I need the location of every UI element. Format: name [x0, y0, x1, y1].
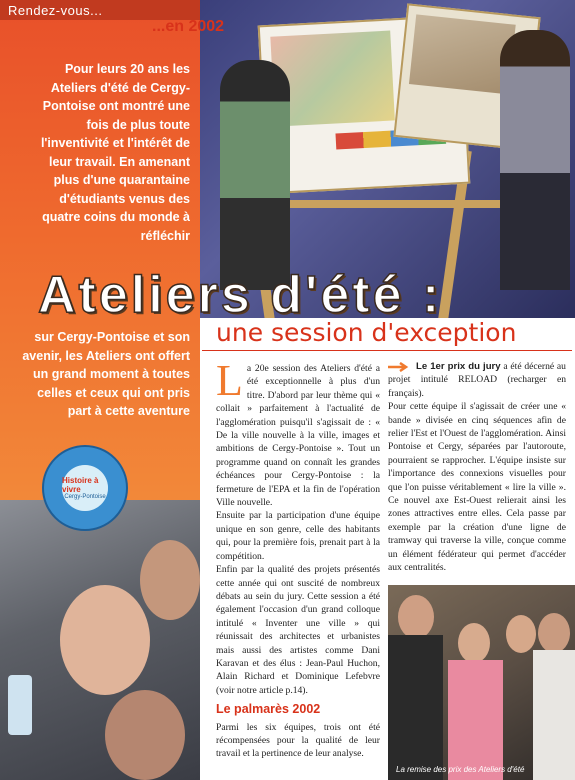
- year-tag: ...en 2002: [152, 18, 225, 35]
- page-subtitle: une session d'exception: [216, 318, 517, 347]
- arrow-icon: [388, 362, 410, 372]
- water-bottle: [8, 675, 32, 735]
- paragraph: Parmi les six équipes, trois ont été récompensées pour la qualité de leur travail et la pertinence de leur analyse.: [216, 721, 380, 760]
- person-face: [538, 613, 570, 653]
- person-body: [448, 660, 503, 780]
- history-badge: [42, 445, 128, 531]
- person-body: [533, 650, 575, 780]
- photo-caption: La remise des prix des Ateliers d'été: [396, 765, 525, 774]
- paragraph: Pour cette équipe il s'agissait de créer une « bande » divisée en cinq séquences afin de relier l'Est et l'Ouest de l'agglomération. Ainsi Pontoise et Cergy, séparées par l'autoroute, pourraient se rapprocher. L'équipe insiste sur l'importance des connexions visuelles pour que l'on puisse véritablement « lire la ville ». Ce nouvel axe Est-Ouest relierait ainsi les zones attractives entre elles. Cela passe par exemple par la création d'une ligne de tramway qui traverse la ville, conçue comme un élément fédérateur qui permet d'accéder aux centralités.: [388, 401, 566, 574]
- badge-line1: Histoire à vivre: [62, 476, 99, 494]
- paragraph: Enfin par la qualité des projets présentés cette année qui ont suscité de nombreux débats au sein du jury. Cette session a été également l'occasion d'un grand colloque intitulé « Inventer une ville » qui réunissait des architectes et urbanistes mais aussi des artistes comme Dani Karavan et des élus : Jean-Paul Huchon, Alain Richard et Dominique Lefebvre (voir notre article p.14).: [216, 564, 380, 696]
- audience-face: [140, 540, 200, 620]
- presenter-man: [500, 30, 570, 290]
- person-face: [458, 623, 490, 663]
- paragraph: a 20e session des Ateliers d'été a été exceptionnelle à plus d'un titre. D'abord par leur thème qui « collait » parfaitement à l'actualité de l'agglomération puisqu'il s'agissait de : « De la ville nouvelle à la ville, images et ambitions de Cergy-Pontoise ». Tout un programme quand on connaît les grandes échéances pour Cergy-Pontoise : la fermeture de l'EPA et la fin de l'opération Ville nouvelle.: [216, 363, 380, 509]
- badge-line2: Cergy-Pontoise: [64, 494, 106, 500]
- intro-text-bottom: sur Cergy-Pontoise et son avenir, les Ateliers ont offert un grand moment à toutes celles et ceux qui ont pris part à cette aventure: [22, 330, 190, 418]
- article-column-2: [388, 360, 566, 575]
- person-body: [388, 635, 443, 780]
- prize-text: a été décerné au projet intitulé RELOAD (recharger en français).: [388, 361, 566, 399]
- audience-face: [60, 585, 150, 695]
- intro-text-top: Pour leurs 20 ans les Ateliers d'été de Cergy-Pontoise ont montré une fois de plus toute l'inventivité et l'intérêt de leur travail. En amenant plus d'une quarantaine d'étudiants venus des quatre coins du monde à réfléchir: [40, 62, 190, 243]
- page-title: Ateliers d'été :: [38, 266, 443, 324]
- person-face: [398, 595, 434, 639]
- article-column-1: [216, 356, 380, 761]
- subtitle-divider: [202, 350, 572, 351]
- award-ceremony-photo: [388, 585, 575, 780]
- presenter-woman: [220, 60, 290, 290]
- prize-heading: Le 1er prix du jury: [416, 361, 501, 372]
- audience-photo: [0, 500, 200, 780]
- dropcap: L: [216, 356, 243, 405]
- paragraph: Ensuite par la participation d'une équipe unique en son genre, celle des habitants qui, pour la première fois, prenait part à la compétition.: [216, 510, 380, 562]
- section-heading: Le palmarès 2002: [216, 702, 321, 717]
- audience-face: [105, 690, 185, 780]
- section-kicker: Rendez-vous...: [8, 3, 103, 18]
- person-face: [506, 615, 536, 653]
